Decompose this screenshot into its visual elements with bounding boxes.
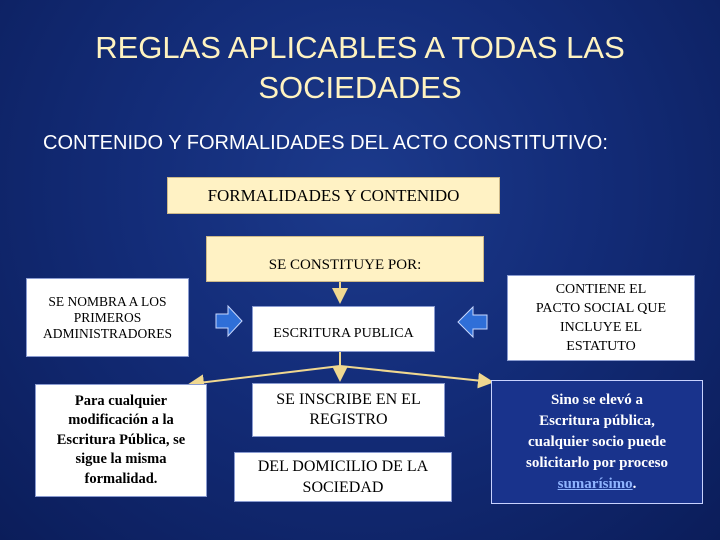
socio-box	[491, 380, 703, 504]
administradores-line: PRIMEROS	[73, 309, 142, 325]
modificacion-line: Para cualquier	[74, 392, 168, 409]
inscribe-line: REGISTRO	[309, 411, 388, 428]
formalidades-label: FORMALIDADES Y CONTENIDO	[207, 185, 460, 205]
domicilio-box	[234, 452, 452, 502]
socio-period: .	[632, 475, 637, 492]
modificacion-line: Escritura Pública, se	[56, 431, 186, 448]
domicilio-line: SOCIEDAD	[302, 479, 384, 496]
connector-left-branch	[190, 366, 340, 384]
right-arrow-icon	[216, 306, 242, 336]
inscribe-line: SE INSCRIBE EN EL	[276, 391, 421, 408]
escritura-box	[252, 306, 435, 352]
socio-line: cualquier socio puede	[527, 433, 667, 450]
constituye-box	[206, 236, 484, 282]
estatuto-line: ESTATUTO	[566, 339, 636, 354]
estatuto-line: INCLUYE EL	[559, 320, 643, 335]
formalidades-box	[167, 177, 500, 214]
socio-line: solicitarlo por proceso	[526, 454, 668, 471]
connector-right-branch	[340, 366, 492, 382]
escritura-label: ESCRITURA PUBLICA	[273, 326, 414, 341]
modificacion-line: modificación a la	[68, 412, 174, 429]
socio-last-line	[526, 474, 668, 495]
inscribe-box	[252, 383, 445, 437]
socio-line: Sino se elevó a	[550, 391, 644, 408]
modificacion-line: formalidad.	[84, 470, 158, 487]
title-line-2: SOCIEDADES	[258, 70, 462, 105]
estatuto-box	[507, 275, 695, 361]
modificacion-box	[35, 384, 207, 497]
administradores-box	[26, 278, 189, 357]
slide-subtitle: CONTENIDO Y FORMALIDADES DEL ACTO CONSTITUTIVO:	[43, 132, 608, 154]
socio-line: Escritura pública,	[539, 412, 655, 429]
estatuto-line: CONTIENE EL	[555, 282, 647, 297]
constituye-label: SE CONSTITUYE POR:	[268, 256, 422, 273]
administradores-line: SE NOMBRA A LOS	[48, 293, 167, 309]
left-arrow-icon	[458, 307, 487, 337]
administradores-line: ADMINISTRADORES	[42, 325, 172, 341]
title-line-1: REGLAS APLICABLES A TODAS LAS	[95, 30, 625, 65]
sumarisimo-link[interactable]: sumarísimo	[557, 475, 633, 492]
modificacion-line: sigue la misma	[75, 451, 167, 468]
estatuto-line: PACTO SOCIAL QUE	[535, 301, 667, 316]
domicilio-line: DEL DOMICILIO DE LA	[257, 458, 429, 475]
